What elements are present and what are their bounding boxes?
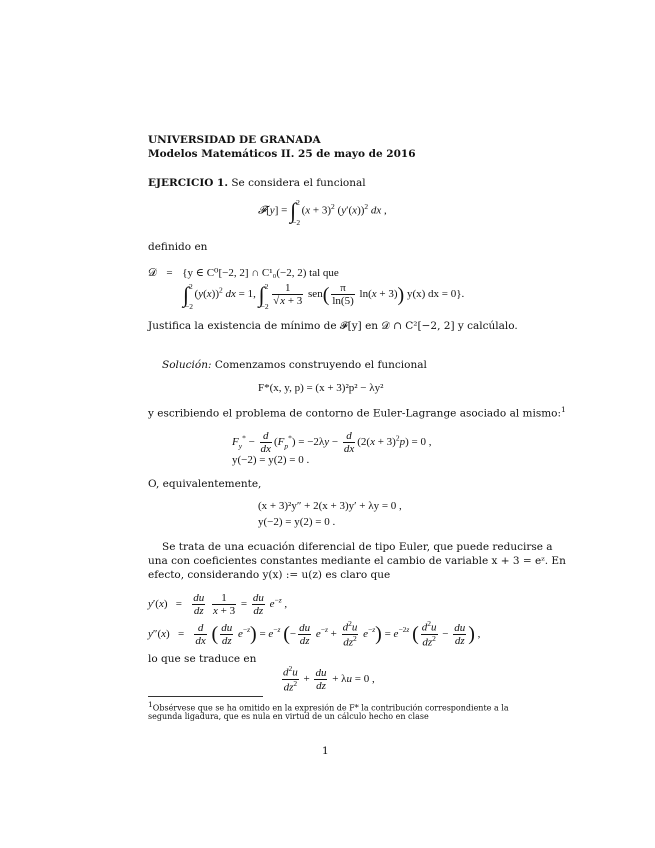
constraint1-rhs: = 1, [238, 288, 256, 301]
footnote-text-1: Obsérvese que se ha omitido en la expresión de F* la contribución correspondiente a la [152, 703, 509, 713]
solution-p4-line1: Se trata de una ecuación diferencial de tipo Euler, que puede reducirse a [162, 541, 553, 553]
footnote-line2: segunda ligadura, que es nula en virtud de un cálculo hecho en clase [148, 712, 429, 721]
footnote-line1 [148, 700, 509, 713]
exercise-task: Justifica la existencia de mínimo de 𝓕[y] en 𝒟 ∩ C²[−2, 2] y calcúlalo. [148, 320, 518, 332]
solution-p5: lo que se traduce en [148, 653, 257, 665]
constraints-equation: ∫ 2 −2 $(y(x))^2$ dx = 1, ∫ 2 −2 $\frac{1}{√x + 3}$ sen( $\frac{\pi}{\ln(5)}$ ln(x + 3)) y(x) dx = 0}. [183, 281, 465, 311]
exercise-label: EJERCICIO 1. [148, 177, 229, 189]
functional-equation: 𝓕[y] = ∫ 2 −2 $(x + 3)^2$ $(y'(x))^2$ dx , [258, 198, 387, 227]
exercise-intro [148, 177, 366, 189]
f-star-equation: F*(x, y, p) = (x + 3)²p² − λy² [258, 382, 384, 394]
ode-equation: (x + 3)²y″ + 2(x + 3)y′ + λy = 0 , [258, 500, 402, 512]
set-equals: = [166, 267, 173, 279]
solution-p4-line2: una con coeficientes constantes mediante el cambio de variable x + 3 = eᶻ. En [148, 555, 566, 567]
footnote-mark: 1 [148, 700, 153, 709]
solution-p1: Comenzamos construyendo el funcional [214, 359, 427, 371]
derivative-y-prime: y′(x) = $\frac{du}{dz}$ $\frac{1}{x + 3}$ = $\frac{du}{dz}$ $e^{-z}$ , [148, 592, 288, 618]
solution-p3: O, equivalentemente, [148, 478, 262, 490]
defined-in-text: definido en [148, 241, 208, 253]
derivative-y-second: y″(x) = $\frac{d}{dx}$ ( $\frac{du}{dz}$ $e^{-z}) = e^{-z}$ (− $\frac{du}{dz}$ $e^{-z}$ + $\frac{d^2u}{dz^2}$ $e^{-z}) = e^{-2z}$ ( $\frac{d^2u}{dz^2}$ − $\frac{du}{dz}$ ) , [148, 619, 481, 649]
set-definition [148, 266, 339, 280]
solution-p2 [148, 405, 566, 420]
exercise-intro-text: Se considera el funcional [231, 177, 366, 189]
el-boundary-conditions: y(−2) = y(2) = 0 . [232, 454, 310, 466]
solution-p2-text: y escribiendo el problema de contorno de Euler-Lagrange asociado al mismo: [148, 407, 562, 420]
set-def: {y ∈ C⁰[−2, 2] ∩ C¹₀(−2, 2) tal que [182, 267, 339, 279]
footnote-ref: 1 [561, 405, 566, 414]
ode-boundary-conditions: y(−2) = y(2) = 0 . [258, 516, 336, 528]
constraint2-rhs: y(x) dx = 0}. [406, 288, 465, 301]
university-title: UNIVERSIDAD DE GRANADA [148, 134, 321, 146]
euler-lagrange-equation: $F_y^*$ − $\frac{d}{dx}$ $(F_p^*) = -2\lambda y$ − $\frac{d}{dx}$ $(2(x + 3)^2p) = 0$ , [232, 430, 432, 456]
footnote-rule [148, 696, 263, 697]
solution-label: Solución: [162, 359, 212, 371]
course-title: Modelos Matemáticos II. 25 de mayo de 2016 [148, 148, 416, 160]
solution-p4-line3: efecto, considerando y(x) := u(z) es claro que [148, 569, 391, 581]
set-symbol: 𝒟 [148, 267, 157, 279]
page-number: 1 [322, 745, 329, 757]
solution-intro [162, 359, 427, 371]
transformed-equation: $\frac{d^2u}{dz^2}$ + $\frac{du}{dz}$ + λu = 0 , [283, 664, 375, 694]
